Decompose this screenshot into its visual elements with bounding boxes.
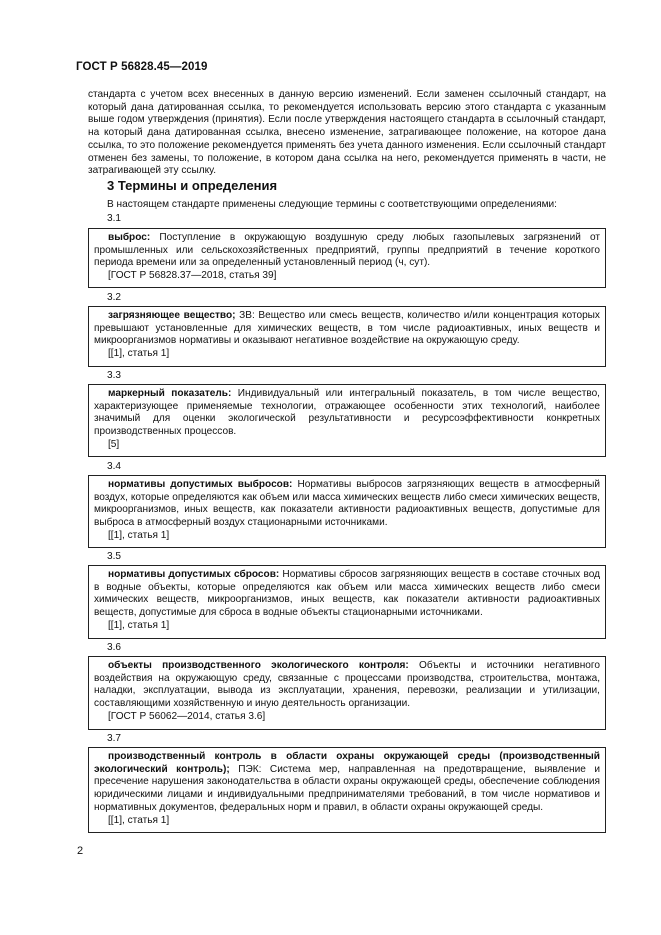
term-source: [[1], статья 1] bbox=[108, 619, 170, 631]
term-source: [[1], статья 1] bbox=[108, 529, 170, 541]
section-lead: В настоящем стандарте применены следующие термины с соответствующими определениями: bbox=[107, 199, 557, 210]
term-definition bbox=[94, 479, 600, 530]
term-source: [ГОСТ Р 56828.37—2018, статья 39] bbox=[108, 270, 277, 282]
term-number: 3.4 bbox=[107, 461, 122, 472]
term-text: Нормативы выбросов загрязняющих веществ в атмосферный воздух, которые определяются как объем или масса химических веществ либо смеси химических веществ, микроорганизмов, иных веществ, как показатели активности радиоактивных веществ, допустимые для выброса в атмосферный воздух стационарными источниками. bbox=[94, 479, 600, 529]
term-box bbox=[88, 228, 606, 288]
term-text: ЗВ: Вещество или смесь веществ, количество и/или концентрация которых превышают установленные для химических веществ, в том числе радиоактивных, иных веществ и микроорганизмов нормативы и оказывают негативное воздействие на окружающую среду. bbox=[94, 310, 600, 347]
term-definition bbox=[94, 310, 600, 348]
term-box bbox=[88, 306, 606, 367]
document-header: ГОСТ Р 56828.45—2019 bbox=[76, 61, 208, 73]
term-number: 3.6 bbox=[107, 642, 122, 653]
term-number: 3.3 bbox=[107, 370, 122, 381]
term-text: Поступление в окружающую воздушную среду любых газопылевых загрязнений от промышленных или сельскохозяйственных предприятий, группы предприятий в течение короткого периода времени или за определенный установленный период (ч, сут). bbox=[94, 232, 600, 269]
term-definition bbox=[94, 232, 600, 270]
term-definition bbox=[94, 569, 600, 620]
term-box bbox=[88, 384, 606, 457]
term-text: Индивидуальный или интегральный показатель, в том числе вещество, характеризующее применяемые технологии, отражающее особенности этих технологий, наиболее значимый для оценки экологической результативности и ресурсоэффективности конкретных производственных процессов. bbox=[94, 388, 600, 438]
term-name: нормативы допустимых сбросов: bbox=[108, 569, 280, 580]
term-name: нормативы допустимых выбросов: bbox=[108, 479, 293, 490]
term-number: 3.5 bbox=[107, 551, 122, 562]
term-name: маркерный показатель: bbox=[108, 388, 232, 399]
term-source: [5] bbox=[108, 438, 120, 450]
term-box bbox=[88, 475, 606, 548]
term-definition bbox=[94, 751, 600, 815]
term-definition bbox=[94, 388, 600, 439]
term-number: 3.1 bbox=[107, 213, 122, 224]
term-definition bbox=[94, 660, 600, 711]
term-number: 3.2 bbox=[107, 292, 122, 303]
term-box bbox=[88, 656, 606, 730]
term-source: [[1], статья 1] bbox=[108, 348, 170, 360]
term-box bbox=[88, 565, 606, 639]
term-text: Объекты и источники негативного воздействия на окружающую среду, связанные с процессами производства, строительства, монтажа, наладки, эксплуатации, вывода из эксплуатации, хранения, перевозки, реализации и утилизации, составляющими хозяйственную и иную деятельность организации. bbox=[94, 660, 600, 710]
term-name: выброс: bbox=[108, 232, 151, 243]
intro-text: стандарта с учетом всех внесенных в данную версию изменений. Если заменен ссылочный стандарт, на который дана датированная ссылка, то рекомендуется использовать версию этого стандарта с указанным выше годом утверждения (принятия). Если после утверждения настоящего стандарта в ссылочный стандарт, на который дана датированная ссылка, внесено изменение, затрагивающее положение, на которое дана ссылка, то это положение рекомендуется применять без учета данного изменения. Если ссылочный стандарт отменен без замены, то положение, в котором дана ссылка на него, рекомендуется применять в части, не затрагивающей эту ссылку. bbox=[88, 89, 606, 177]
intro-paragraph bbox=[88, 89, 606, 178]
term-source: [[1], статья 1] bbox=[108, 814, 170, 826]
term-box bbox=[88, 747, 606, 833]
term-number: 3.7 bbox=[107, 733, 122, 744]
term-source: [ГОСТ Р 56062—2014, статья 3.6] bbox=[108, 710, 266, 722]
section-title: 3 Термины и определения bbox=[107, 178, 278, 193]
term-text: ПЭК: Система мер, направленная на предотвращение, выявление и пресечение нарушения законодательства в области охраны окружающей среды, обеспечение соблюдения юридическими лицами и индивидуальными предпринимателями требований, в том числе нормативов и нормативных документов, федеральных норм и правил, в области охраны окружающей среды. bbox=[94, 763, 600, 813]
page-number: 2 bbox=[77, 845, 84, 857]
term-name: производственный контроль в области охраны окружающей среды (производственный экологический контроль); bbox=[94, 751, 600, 775]
term-name: загрязняющее вещество; bbox=[108, 310, 236, 321]
term-text: Нормативы сбросов загрязняющих веществ в составе сточных вод в водные объекты, которые определяются как объем или масса химических веществ либо смеси химических веществ, микроорганизмов, иных веществ, как показатели активности радиоактивных веществ, допустимые для сброса в водные объекты стационарными источниками. bbox=[94, 569, 601, 619]
term-name: объекты производственного экологического контроля: bbox=[108, 660, 409, 671]
